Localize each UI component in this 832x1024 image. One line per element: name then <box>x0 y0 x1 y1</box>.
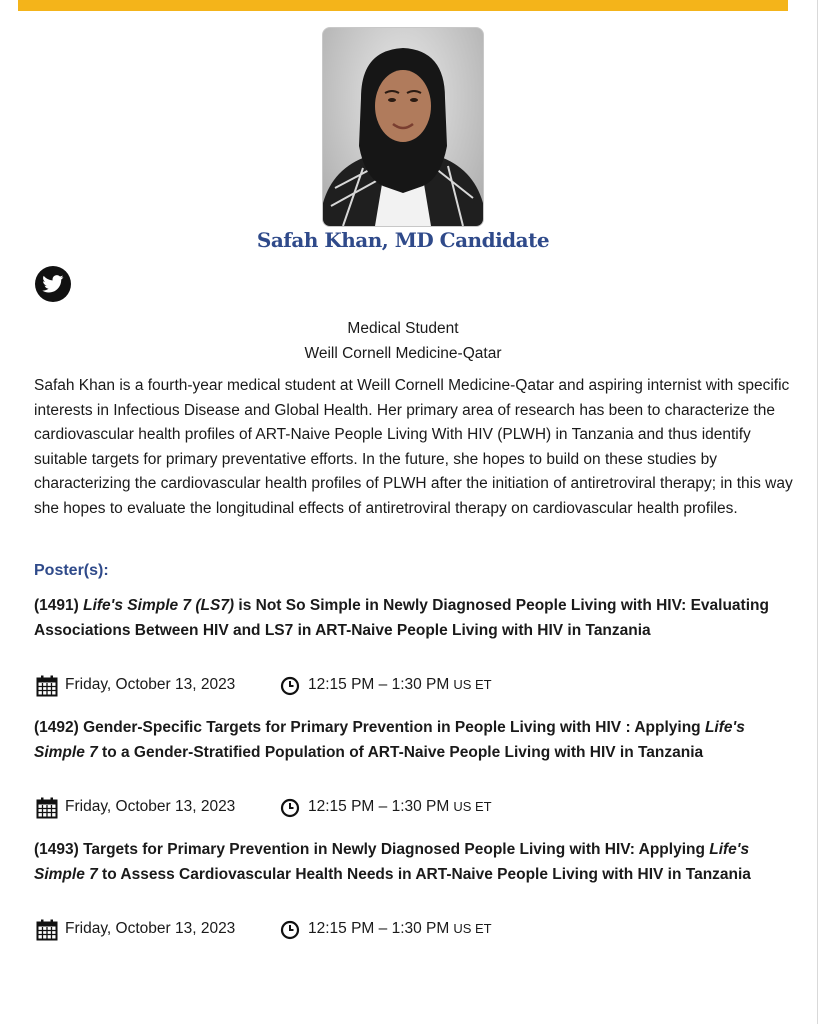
poster-date: Friday, October 13, 2023 <box>65 798 236 815</box>
twitter-icon <box>42 275 64 293</box>
poster-meta <box>36 674 636 698</box>
poster-time: 12:15 PM – 1:30 PM US ET <box>308 920 492 937</box>
poster-time: 12:15 PM – 1:30 PM US ET <box>308 798 492 815</box>
poster-meta <box>36 918 636 942</box>
clock-icon <box>280 676 300 696</box>
poster-meta <box>36 796 636 820</box>
calendar-icon <box>36 675 58 697</box>
poster-time: 12:15 PM – 1:30 PM US ET <box>308 676 492 693</box>
speaker-title: Medical Student <box>347 320 459 337</box>
poster-date: Friday, October 13, 2023 <box>65 920 236 937</box>
speaker-bio: Safah Khan is a fourth-year medical student at Weill Cornell Medicine-Qatar and aspiring internist with specific interests in Infectious Disease and Global Health. Her primary area of research has been to characterize the cardiovascular health profiles of ART-Naive People Living With HIV (PLWH) in Tanzania and thus identify suitable targets for primary preventative efforts. In the future, she hopes to build on these studies by characterizing the cardiovascular health profiles of PLWH after the initiation of antiretroviral therapy; in this way she hopes to evaluate the longitudinal effects of antiretroviral therapy on cardiovascular health profiles. <box>34 377 793 517</box>
clock-icon <box>280 798 300 818</box>
poster-title[interactable]: (1492) Gender-Specific Targets for Primary Prevention in People Living with HIV : Applying Life's Simple 7 to a Gender-Stratified Population of ART-Naive People Living with HIV in Tanzania <box>34 719 745 761</box>
calendar-icon <box>36 919 58 941</box>
posters-heading: Poster(s): <box>34 562 109 579</box>
poster-title[interactable]: (1493) Targets for Primary Prevention in Newly Diagnosed People Living with HIV: Applying Life's Simple 7 to Assess Cardiovascular Health Needs in ART-Naive People Living with HIV in Tanzania <box>34 841 751 883</box>
page-right-border <box>817 0 818 1024</box>
speaker-photo <box>322 27 484 227</box>
calendar-icon <box>36 797 58 819</box>
poster-title[interactable]: (1491) Life's Simple 7 (LS7) is Not So Simple in Newly Diagnosed People Living with HIV: Evaluating Associations Between HIV and LS7 in ART-Naive People Living with HIV in Tanzania <box>34 597 769 639</box>
twitter-link[interactable] <box>35 266 71 302</box>
clock-icon <box>280 920 300 940</box>
speaker-name: Safah Khan, MD Candidate <box>256 228 550 252</box>
poster-date: Friday, October 13, 2023 <box>65 676 236 693</box>
speaker-institution: Weill Cornell Medicine-Qatar <box>304 345 502 362</box>
accent-bar <box>18 0 788 11</box>
